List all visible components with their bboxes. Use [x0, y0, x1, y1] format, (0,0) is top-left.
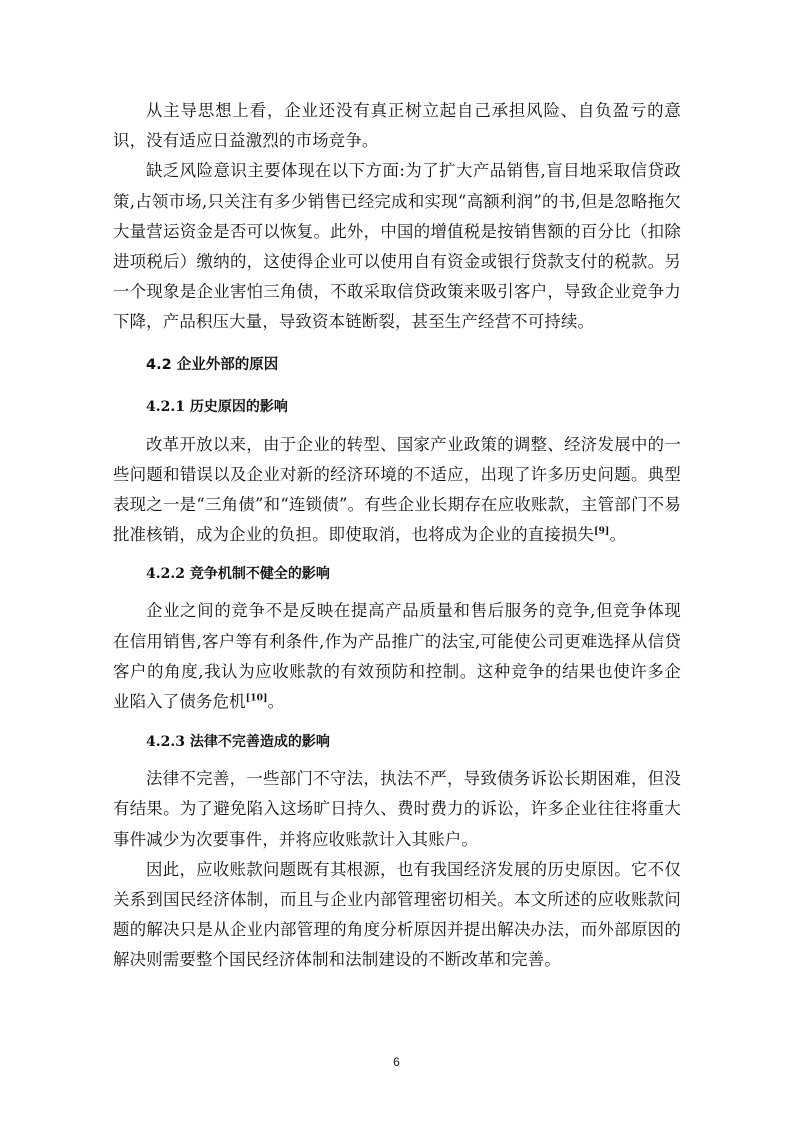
paragraph-competition-text: 企业之间的竞争不是反映在提高产品质量和售后服务的竞争,但竞争体现在信用销售,客户等有利条件,作为产品推广的法宝,可能使公司更难选择从信贷客户的角度,我认为应收账款的有效预防和控制。这种竞争的结果也使许多企业陷入了债务危机 [113, 601, 681, 712]
paragraph-law: 法律不完善，一些部门不守法，执法不严，导致债务诉讼长期困难，但没有结果。为了避免陷入这场旷日持久、费时费力的诉讼，许多企业往往将重大事件减少为次要事件，并将应收账款计入其账户。 [113, 769, 681, 849]
paragraph-risk-awareness: 缺乏风险意识主要体现在以下方面:为了扩大产品销售,盲目地采取信贷政策,占领市场,只关注有多少销售已经完成和实现“高额利润”的书,但是忽略拖欠大量营运资金是否可以恢复。此外，中国的增值税是按销售额的百分比（扣除进项税后）缴纳的，这使得企业可以使用自有资金或银行贷款支付的税款。另一个现象是企业害怕三角债，不敢采取信贷政策来吸引客户，导致企业竞争力下降，产品积压大量，导致资本链断裂，甚至生产经营不可持续。 [113, 161, 681, 332]
paragraph-mindset: 从主导思想上看，企业还没有真正树立起自己承担风险、自负盈亏的意识，没有适应日益激烈的市场竞争。 [113, 101, 681, 151]
citation-9: [9] [594, 526, 610, 537]
paragraph-competition [113, 596, 681, 717]
paragraph-history-text: 改革开放以来，由于企业的转型、国家产业政策的调整、经济发展中的一些问题和错误以及企业对新的经济环境的不适应，出现了许多历史问题。典型表现之一是“三角债”和“连锁债”。有些企业长期存在应收账款，主管部门不易批准核销，成为企业的负担。即使取消，也将成为企业的直接损失 [113, 434, 681, 545]
section-heading-4-2: 4.2 企业外部的原因 [146, 356, 279, 373]
subsection-heading-4-2-1: 4.2.1 历史原因的影响 [146, 398, 288, 415]
paragraph-competition-end: 。 [267, 692, 285, 712]
subsection-heading-4-2-3: 4.2.3 法律不完善造成的影响 [146, 734, 330, 751]
page-number: 6 [393, 1055, 400, 1069]
citation-10: [10] [245, 693, 268, 704]
paragraph-history-end: 。 [609, 525, 627, 545]
subsection-heading-4-2-2: 4.2.2 竞争机制不健全的影响 [146, 566, 330, 583]
paragraph-conclusion: 因此，应收账款问题既有其根源，也有我国经济发展的历史原因。它不仅关系到国民经济体制，而且与企业内部管理密切相关。本文所述的应收账款问题的解决只是从企业内部管理的角度分析原因并提出解决办法，而外部原因的解决则需要整个国民经济体制和法制建设的不断改革和完善。 [113, 859, 681, 970]
paragraph-history [113, 430, 681, 551]
page-content [113, 96, 681, 976]
